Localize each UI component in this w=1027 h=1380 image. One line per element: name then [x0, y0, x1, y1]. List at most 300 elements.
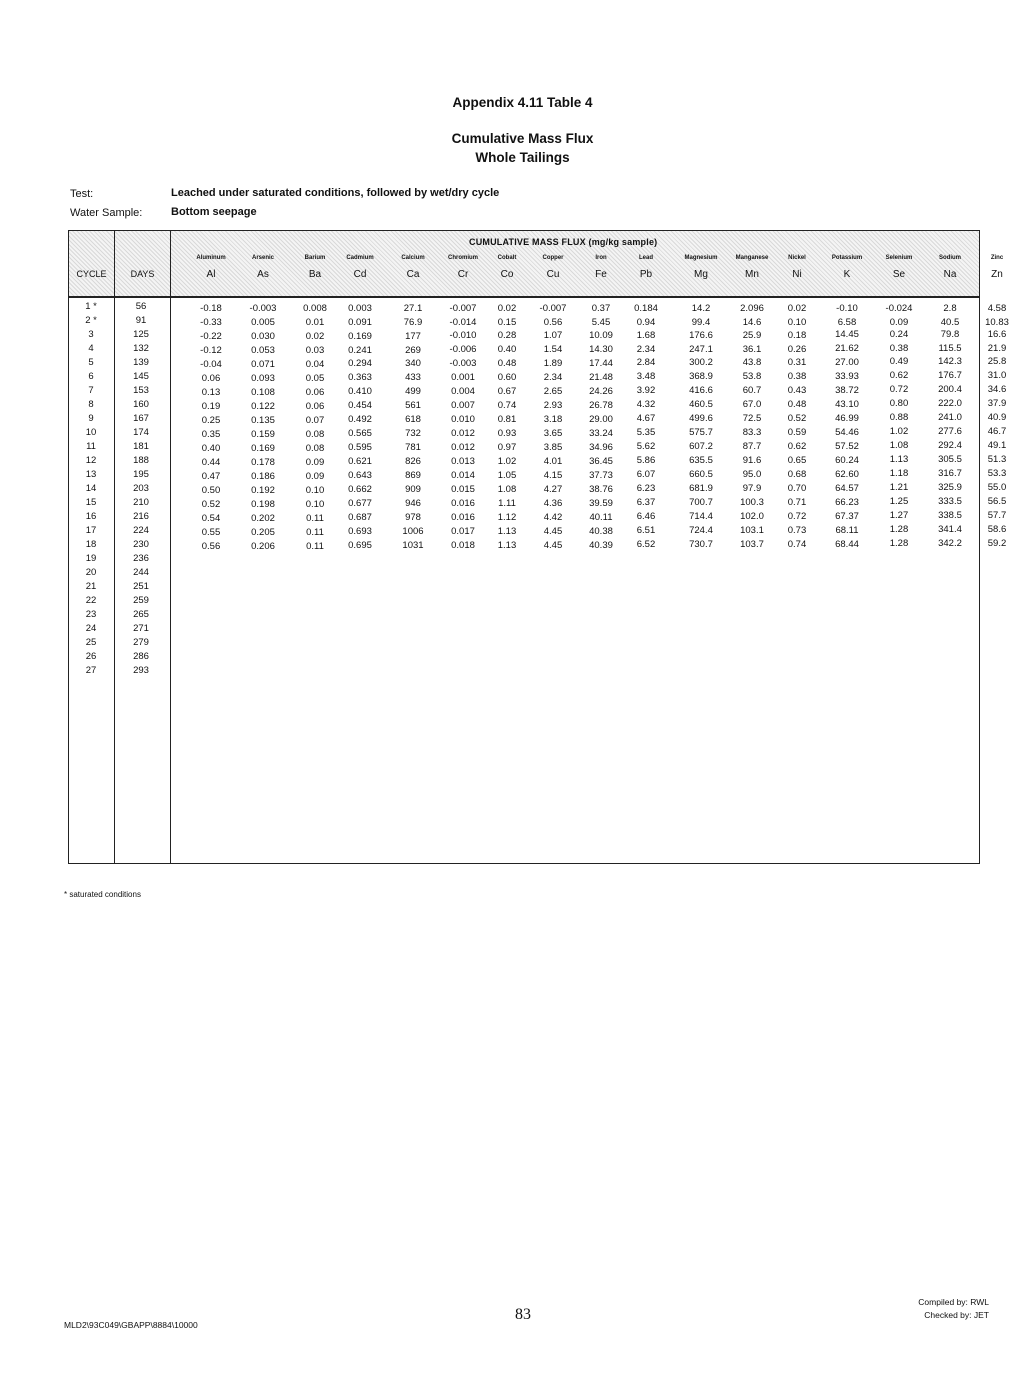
flux-value-cell: 0.56: [201, 541, 221, 552]
cycle-cell: 19: [85, 553, 97, 564]
flux-value-cell: -0.007: [449, 303, 477, 314]
cycle-cell: 7: [88, 385, 94, 396]
days-cell: 271: [133, 623, 149, 634]
element-symbol-header: Ca: [406, 269, 420, 280]
flux-value-cell: 0.11: [306, 540, 324, 552]
flux-value-cell: 36.1: [742, 343, 762, 355]
flux-value-cell: 6.46: [636, 511, 656, 523]
flux-value-cell: 6.23: [636, 483, 656, 495]
cycle-cell: 21: [85, 581, 97, 592]
flux-value-cell: 0.81: [497, 413, 517, 425]
days-cell: 244: [133, 567, 149, 578]
flux-value-cell: 3.18: [543, 413, 563, 425]
cycle-cell: 17: [85, 525, 97, 536]
flux-value-cell: 0.677: [348, 498, 372, 510]
flux-value-cell: 33.93: [835, 370, 859, 382]
flux-value-cell: 38.72: [835, 384, 859, 396]
flux-value-cell: 26.78: [589, 399, 613, 411]
flux-value-cell: 660.5: [689, 469, 713, 481]
flux-value-cell: 0.241: [348, 344, 372, 356]
flux-value-cell: 100.3: [740, 496, 764, 508]
flux-value-cell: -0.18: [200, 303, 222, 314]
flux-value-cell: 67.37: [835, 510, 859, 522]
flux-value-cell: 6.07: [636, 469, 656, 481]
flux-value-cell: 0.071: [251, 358, 275, 370]
flux-value-cell: 0.55: [201, 527, 221, 538]
flux-value-cell: 241.0: [938, 412, 962, 424]
flux-value-cell: -0.010: [449, 330, 477, 342]
flux-value-cell: 2.34: [636, 343, 656, 355]
flux-value-cell: 43.8: [742, 356, 762, 368]
flux-value-cell: 1.13: [497, 539, 517, 551]
compiled-by: Compiled by: RWL: [918, 1297, 989, 1307]
flux-value-cell: 4.27: [543, 483, 563, 495]
flux-value-cell: 0.662: [348, 484, 372, 496]
element-name-header: Lead: [638, 255, 653, 261]
flux-value-cell: 6.52: [636, 539, 656, 551]
days-cell: 160: [133, 399, 149, 410]
flux-value-cell: 0.122: [251, 400, 275, 412]
flux-value-cell: 38.76: [589, 483, 613, 495]
flux-value-cell: 0.10: [305, 484, 325, 496]
flux-value-cell: 0.93: [497, 427, 517, 439]
flux-value-cell: 681.9: [689, 483, 713, 495]
test-label: Test:: [70, 188, 94, 200]
flux-value-cell: 60.24: [835, 454, 859, 466]
days-cell: 153: [133, 385, 149, 396]
flux-value-cell: 76.9: [403, 317, 423, 328]
flux-value-cell: 0.50: [201, 485, 221, 496]
flux-value-cell: 99.4: [691, 317, 711, 328]
flux-value-cell: 0.016: [451, 512, 475, 524]
flux-value-cell: 14.30: [589, 344, 613, 355]
flux-value-cell: 0.71: [787, 496, 807, 508]
flux-value-cell: 0.016: [451, 498, 475, 510]
flux-value-cell: 1.07: [543, 330, 563, 342]
flux-value-cell: 115.5: [938, 343, 962, 355]
flux-value-cell: 40.11: [589, 511, 613, 523]
flux-value-cell: 2.65: [543, 385, 563, 397]
flux-value-cell: 103.7: [740, 538, 764, 550]
element-name-header: Selenium: [885, 255, 913, 261]
flux-value-cell: 176.6: [689, 329, 713, 341]
flux-value-cell: 0.06: [305, 386, 325, 398]
flux-value-cell: 56.5: [987, 496, 1007, 507]
flux-value-cell: 103.1: [740, 524, 764, 536]
flux-value-cell: 16.6: [987, 329, 1007, 340]
flux-value-cell: 1.08: [889, 440, 909, 452]
flux-value-cell: 0.202: [251, 512, 275, 524]
element-name-header: Aluminum: [196, 255, 226, 261]
flux-value-cell: 57.7: [987, 510, 1007, 521]
page-number: 83: [515, 1306, 531, 1323]
flux-value-cell: 68.11: [835, 524, 859, 536]
flux-value-cell: 0.09: [889, 317, 909, 328]
flux-value-cell: 2.84: [636, 357, 656, 369]
days-cell: 139: [133, 357, 149, 368]
flux-value-cell: 0.72: [787, 510, 807, 522]
flux-value-cell: 0.018: [451, 540, 475, 552]
days-cell: 216: [133, 511, 149, 522]
flux-value-cell: 0.97: [497, 441, 517, 453]
flux-value-cell: 0.43: [787, 384, 807, 396]
flux-value-cell: 0.44: [201, 457, 221, 468]
days-cell: 132: [133, 343, 149, 354]
cycle-cell: 15: [85, 497, 97, 508]
flux-value-cell: 0.003: [348, 303, 372, 314]
flux-value-cell: 5.62: [636, 441, 656, 453]
element-symbol-header: Pb: [639, 269, 653, 280]
element-name-header: Cadmium: [346, 255, 374, 261]
flux-value-cell: 0.15: [497, 317, 517, 328]
flux-value-cell: 102.0: [740, 510, 764, 522]
flux-value-cell: 40.39: [589, 539, 613, 551]
flux-value-cell: 575.7: [689, 427, 713, 439]
flux-value-cell: 72.5: [742, 412, 762, 424]
flux-value-cell: 292.4: [938, 440, 962, 452]
days-cell: 210: [133, 497, 149, 508]
cycle-cell: 26: [85, 651, 97, 662]
flux-value-cell: 0.48: [497, 357, 517, 369]
flux-value-cell: 21.62: [835, 343, 859, 355]
flux-value-cell: 0.52: [787, 412, 807, 424]
flux-value-cell: 34.6: [987, 384, 1007, 395]
flux-value-cell: 499: [405, 386, 421, 398]
element-symbol-header: Cu: [546, 269, 560, 280]
flux-value-cell: 0.091: [348, 317, 372, 328]
flux-value-cell: 10.09: [589, 330, 613, 341]
flux-value-cell: 1.13: [497, 525, 517, 537]
flux-value-cell: 17.44: [589, 357, 613, 369]
flux-value-cell: 49.1: [987, 440, 1007, 451]
flux-value-cell: 1.02: [889, 426, 909, 438]
flux-value-cell: 0.093: [251, 372, 275, 384]
flux-value-cell: 5.86: [636, 455, 656, 467]
flux-value-cell: 1.27: [889, 510, 909, 522]
flux-value-cell: 67.0: [742, 398, 762, 410]
flux-value-cell: 1006: [402, 526, 424, 538]
flux-value-cell: 5.45: [591, 317, 611, 328]
flux-value-cell: 0.18: [787, 329, 807, 341]
flux-value-cell: 0.06: [201, 373, 221, 384]
cycle-cell: 24: [85, 623, 97, 634]
cycle-cell: 25: [85, 637, 97, 648]
flux-value-cell: 87.7: [742, 440, 762, 452]
element-symbol-header: Al: [206, 269, 216, 280]
flux-value-cell: 0.72: [889, 384, 909, 396]
flux-value-cell: -0.007: [539, 303, 567, 314]
flux-value-cell: 0.38: [889, 343, 909, 355]
cycle-cell: 1 *: [85, 301, 97, 312]
flux-value-cell: 0.80: [889, 398, 909, 410]
flux-value-cell: 24.26: [589, 385, 613, 397]
flux-value-cell: 325.9: [938, 482, 962, 494]
flux-value-cell: 433: [405, 372, 421, 384]
cycle-cell: 14: [85, 483, 97, 494]
days-cell: 125: [133, 329, 149, 340]
flux-value-cell: 79.8: [940, 329, 960, 341]
flux-value-cell: 0.19: [201, 401, 221, 412]
flux-value-cell: 946: [405, 498, 421, 510]
flux-value-cell: 54.46: [835, 426, 859, 438]
flux-value-cell: 62.60: [835, 468, 859, 480]
flux-value-cell: 460.5: [689, 399, 713, 411]
flux-value-cell: 34.96: [589, 441, 613, 453]
flux-value-cell: -0.006: [449, 344, 477, 356]
flux-value-cell: 0.363: [348, 372, 372, 384]
flux-value-cell: 0.25: [201, 415, 221, 426]
flux-value-cell: -0.10: [836, 303, 858, 314]
flux-value-cell: 0.017: [451, 526, 475, 538]
flux-value-cell: 55.0: [987, 482, 1007, 493]
flux-value-cell: 0.565: [348, 428, 372, 440]
flux-value-cell: -0.33: [200, 317, 222, 328]
cycle-cell: 12: [85, 455, 97, 466]
flux-value-cell: 68.44: [835, 538, 859, 550]
flux-value-cell: 0.09: [305, 456, 325, 468]
flux-value-cell: 3.48: [636, 371, 656, 383]
flux-value-cell: 53.8: [742, 370, 762, 382]
flux-value-cell: 0.11: [306, 526, 324, 538]
flux-value-cell: 333.5: [938, 496, 962, 508]
flux-value-cell: 5.35: [636, 427, 656, 439]
cycle-cell: 3: [88, 329, 94, 340]
flux-value-cell: 0.693: [348, 526, 372, 538]
days-cell: 188: [133, 455, 149, 466]
flux-value-cell: 0.26: [787, 343, 807, 355]
flux-value-cell: 3.65: [543, 427, 563, 439]
flux-value-cell: 4.15: [543, 469, 563, 481]
flux-value-cell: 0.687: [348, 512, 372, 524]
element-symbol-header: K: [843, 269, 851, 280]
flux-value-cell: 341.4: [938, 524, 962, 536]
flux-value-cell: 0.186: [251, 470, 275, 482]
flux-value-cell: 1.21: [889, 482, 909, 494]
flux-value-cell: 0.001: [451, 372, 475, 384]
flux-value-cell: 4.67: [636, 413, 656, 425]
flux-value-cell: 1.05: [497, 469, 517, 481]
checked-by: Checked by: JET: [924, 1310, 989, 1320]
flux-value-cell: 83.3: [742, 426, 762, 438]
flux-value-cell: 0.004: [451, 386, 475, 398]
element-name-header: Sodium: [939, 255, 961, 261]
days-cell: 259: [133, 595, 149, 606]
flux-value-cell: 14.6: [742, 317, 762, 328]
flux-value-cell: 176.7: [938, 370, 962, 382]
flux-value-cell: 36.45: [589, 455, 613, 467]
flux-value-cell: 37.73: [589, 469, 613, 481]
flux-value-cell: 0.52: [201, 499, 221, 510]
flux-value-cell: 1.08: [497, 483, 517, 495]
footnote: * saturated conditions: [64, 890, 141, 899]
flux-value-cell: 31.0: [987, 370, 1007, 381]
flux-value-cell: 1.13: [889, 454, 909, 466]
flux-value-cell: 0.28: [497, 330, 517, 342]
flux-value-cell: 0.48: [787, 398, 807, 410]
flux-value-cell: 0.108: [251, 386, 275, 398]
test-description: Leached under saturated conditions, followed by wet/dry cycle: [171, 187, 500, 199]
flux-value-cell: 0.59: [787, 426, 807, 438]
days-cell: 181: [133, 441, 149, 452]
cycle-cell: 2 *: [85, 315, 97, 326]
flux-value-cell: 0.294: [348, 358, 372, 370]
flux-value-cell: 64.57: [835, 482, 859, 494]
element-symbol-header: Mg: [694, 269, 708, 280]
element-symbol-header: Se: [892, 269, 906, 280]
flux-value-cell: 269: [405, 344, 421, 356]
flux-value-cell: 0.13: [201, 387, 221, 398]
flux-value-cell: 978: [405, 512, 421, 524]
days-cell: 91: [135, 315, 147, 326]
element-symbol-header: Cr: [457, 269, 469, 280]
flux-value-cell: 561: [405, 400, 421, 412]
flux-value-cell: 57.52: [835, 440, 859, 452]
flux-value-cell: 338.5: [938, 510, 962, 522]
flux-value-cell: 0.56: [543, 317, 563, 328]
flux-value-cell: 0.31: [787, 356, 807, 368]
flux-value-cell: 0.454: [348, 400, 372, 412]
flux-value-cell: 95.0: [742, 468, 762, 480]
flux-value-cell: 6.51: [636, 525, 656, 537]
cycle-cell: 20: [85, 567, 97, 578]
flux-value-cell: 0.192: [251, 484, 275, 496]
flux-value-cell: 0.35: [201, 429, 221, 440]
element-name-header: Zinc: [990, 255, 1004, 261]
flux-value-cell: 300.2: [689, 357, 713, 369]
flux-value-cell: 0.02: [305, 330, 325, 342]
flux-value-cell: 40.38: [589, 525, 613, 537]
flux-value-cell: -0.22: [200, 331, 222, 342]
element-symbol-header: Zn: [991, 269, 1003, 280]
flux-value-cell: 0.012: [451, 428, 475, 440]
flux-value-cell: 635.5: [689, 455, 713, 467]
flux-value-cell: 43.10: [835, 398, 859, 410]
days-cell: 265: [133, 609, 149, 620]
flux-value-cell: 342.2: [938, 538, 962, 550]
flux-value-cell: 0.015: [451, 484, 475, 496]
cycle-cell: 4: [88, 343, 94, 354]
cycle-cell: 16: [85, 511, 97, 522]
flux-value-cell: 222.0: [938, 398, 962, 410]
flux-value-cell: 46.7: [987, 426, 1007, 437]
flux-value-cell: 0.198: [251, 498, 275, 510]
element-name-header: Cobalt: [497, 255, 517, 261]
element-name-header: Chromium: [448, 255, 478, 261]
flux-value-cell: 10.83: [985, 317, 1009, 328]
flux-value-cell: 58.6: [987, 524, 1007, 535]
flux-value-cell: 0.010: [451, 414, 475, 426]
flux-value-cell: 3.85: [543, 441, 563, 453]
flux-value-cell: 0.169: [348, 330, 372, 342]
cycle-cell: 13: [85, 469, 97, 480]
flux-value-cell: 21.48: [589, 371, 613, 383]
days-column-header: DAYS: [130, 269, 155, 279]
flux-value-cell: 6.37: [636, 497, 656, 509]
flux-value-cell: 0.60: [497, 371, 517, 383]
days-cell: 230: [133, 539, 149, 550]
flux-value-cell: 2.096: [740, 303, 764, 314]
element-symbol-header: As: [257, 269, 269, 280]
days-cell: 56: [135, 301, 147, 312]
days-cell: 203: [133, 483, 149, 494]
flux-value-cell: 0.492: [348, 414, 372, 426]
flux-value-cell: 1031: [402, 540, 424, 552]
flux-value-cell: 1.68: [636, 329, 656, 341]
flux-value-cell: 368.9: [689, 371, 713, 383]
flux-value-cell: 0.410: [348, 386, 372, 398]
flux-value-cell: 0.595: [348, 442, 372, 454]
flux-value-cell: 33.24: [589, 427, 613, 439]
flux-value-cell: 0.10: [787, 317, 807, 328]
flux-value-cell: 0.01: [305, 317, 325, 328]
flux-value-cell: 0.053: [251, 344, 275, 356]
flux-value-cell: 0.65: [787, 454, 807, 466]
flux-value-cell: 37.9: [987, 398, 1007, 409]
flux-value-cell: 1.11: [498, 497, 516, 509]
table-subtitle: Cumulative Mass Flux: [451, 131, 594, 146]
flux-value-cell: 1.28: [889, 538, 909, 550]
flux-value-cell: 700.7: [689, 497, 713, 509]
flux-value-cell: 1.18: [889, 468, 909, 480]
water-sample-label: Water Sample:: [70, 207, 143, 219]
flux-value-cell: 0.007: [451, 400, 475, 412]
element-symbol-header: Ni: [792, 269, 802, 280]
element-symbol-header: Fe: [595, 269, 607, 280]
flux-value-cell: 0.695: [348, 540, 372, 552]
cycle-cell: 27: [85, 665, 97, 676]
water-sample-value: Bottom seepage: [171, 206, 257, 218]
flux-value-cell: 0.47: [201, 471, 221, 482]
flux-value-cell: 0.06: [305, 400, 325, 412]
flux-value-cell: 14.45: [835, 329, 859, 341]
flux-value-cell: 27.00: [835, 356, 859, 368]
element-symbol-header: Mn: [745, 269, 759, 280]
element-symbol-header: Ba: [308, 269, 322, 280]
days-cell: 224: [133, 525, 149, 536]
cycle-cell: 18: [85, 539, 97, 550]
flux-value-cell: 6.58: [837, 317, 857, 328]
flux-value-cell: 4.01: [543, 455, 563, 467]
flux-value-cell: 29.00: [589, 413, 613, 425]
flux-value-cell: -0.003: [449, 358, 477, 370]
flux-value-cell: 0.11: [306, 512, 324, 524]
flux-value-cell: 316.7: [938, 468, 962, 480]
document-title: Appendix 4.11 Table 4: [452, 95, 593, 110]
days-cell: 251: [133, 581, 149, 592]
flux-value-cell: 0.07: [305, 414, 325, 426]
flux-value-cell: 142.3: [938, 356, 962, 368]
flux-value-cell: 2.34: [543, 371, 563, 383]
cycle-column-header: CYCLE: [76, 269, 107, 279]
flux-value-cell: 0.09: [305, 470, 325, 482]
flux-value-cell: 0.70: [787, 482, 807, 494]
flux-value-cell: -0.003: [249, 303, 277, 314]
flux-value-cell: 0.62: [889, 370, 909, 382]
flux-value-cell: 714.4: [689, 511, 713, 523]
days-cell: 174: [133, 427, 149, 438]
flux-value-cell: 0.24: [889, 329, 909, 341]
flux-value-cell: 4.42: [543, 511, 563, 523]
flux-value-cell: 869: [405, 470, 421, 482]
flux-value-cell: -0.12: [200, 345, 222, 356]
element-name-header: Potassium: [831, 255, 863, 261]
flux-value-cell: 0.62: [787, 440, 807, 452]
flux-value-cell: 27.1: [403, 303, 423, 314]
flux-value-cell: 416.6: [689, 385, 713, 397]
cycle-cell: 11: [86, 441, 96, 452]
flux-value-cell: 4.36: [543, 497, 563, 509]
element-name-header: Calcium: [401, 255, 425, 261]
